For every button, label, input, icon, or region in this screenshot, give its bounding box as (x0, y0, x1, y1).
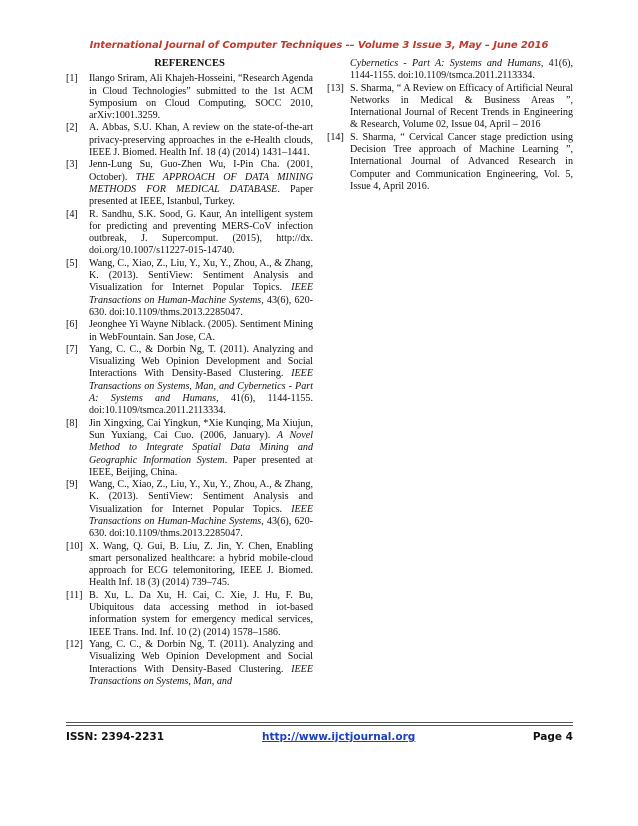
reference-number: [1] (66, 73, 78, 85)
reference-text: S. Sharma, “ Cervical Cancer stage prediction using Decision Tree approach of Machine Learning ”, International Journal of Advanced Research in Computer and Communication Engineering, Vol. 5, Issue 4, April 2016. (350, 131, 573, 192)
reference-text: A. Abbas, S.U. Khan, A review on the state-of-the-art privacy-preserving approaches in the e-Health clouds, IEEE J. Biomed. Health Inf. 18 (4) (2014) 1431–1441. (89, 122, 313, 159)
reference-text: Jin Xingxing, Cai Yingkun, *Xie Kunqing, Ma Xiujun, Sun Yuxiang, Cai Cuo. (2006, January). A Novel Method to Integrate Spatial Data Mining and Geographic Information System. Paper presented at IEEE, Beijing, China. (89, 417, 313, 478)
reference-number: [3] (66, 159, 78, 171)
reference-text: X. Wang, Q. Gui, B. Liu, Z. Jin, Y. Chen, Enabling smart personalized healthcare: a hybrid mobile-cloud approach for ECG telemonitoring, IEEE J. Biomed. Health Inf. 18 (3) (2014) 739–745. (89, 540, 313, 589)
reference-text: Yang, C. C., & Dorbin Ng, T. (2011). Analyzing and Visualizing Web Opinion Development and Social Interactions With Density-Based Clustering. IEEE Transactions on Systems, Man, and Cybernetics - Part A: Systems and Humans, 41(6), 1144-1155. doi:10.1109/tsmca.2011.2113334. (89, 343, 314, 417)
page-footer (66, 731, 573, 747)
reference-number: [11] (66, 589, 83, 601)
reference-text: R. Sandhu, S.K. Sood, G. Kaur, An intelligent system for predicting and preventing MERS-CoV infection outbreak, J. Supercomput. (2015), http://dx. doi.org/10.1007/s11227-015-14740. (89, 208, 313, 257)
reference-text: Yang, C. C., & Dorbin Ng, T. (2011). Analyzing and Visualizing Web Opinion Development and Social Interactions With Density-Based Clustering. IEEE Transactions on Systems, Man, and (89, 638, 313, 687)
reference-text: Ilango Sriram, Ali Khajeh-Hosseini, “Research Agenda in Cloud Technologies” submitted to the 1st ACM Symposium on Cloud Computing, SOCC 2010, arXiv:1001.3259. (89, 73, 313, 122)
reference-number: [12] (66, 638, 83, 650)
reference-8 (66, 418, 313, 479)
reference-text: Wang, C., Xiao, Z., Liu, Y., Xu, Y., Zhou, A., & Zhang, K. (2013). SentiView: Sentiment Analysis and Visualization for Internet Popular Topics. IEEE Transactions on Human-Machine Systems, 43(6), 620-630. doi:10.1109/thms.2013.2285047. (89, 257, 313, 318)
reference-number: [10] (66, 540, 83, 552)
reference-number: [14] (327, 131, 344, 143)
reference-text: Jeonghee Yi Wayne Niblack. (2005). Sentiment Mining in WebFountain. San Jose, CA. (89, 319, 314, 343)
reference-text: B. Xu, L. Da Xu, H. Cai, C. Xie, J. Hu, F. Bu, Ubiquitous data accessing method in iot-based information system for emergency medical services, IEEE Trans. Ind. Inf. 10 (2) (2014) 1578–1586. (89, 589, 313, 638)
reference-number: [5] (66, 257, 78, 269)
reference-9 (66, 479, 313, 540)
reference-text: S. Sharma, “ A Review on Efficacy of Artificial Neural Networks in Medical & Business Areas ”, International Journal of Recent Trends in Engineering & Research, Volume 02, Issue 04, April – 2016 (350, 82, 573, 131)
reference-2 (66, 122, 313, 159)
reference-12-continued: Cybernetics - Part A: Systems and Humans, 41(6), 1144-1155. doi:10.1109/tsmca.2011.2113334. (350, 58, 573, 82)
reference-12 (66, 639, 313, 688)
right-column (327, 58, 573, 193)
journal-header: International Journal of Computer Techniques -– Volume 3 Issue 3, May – June 2016 (89, 40, 549, 51)
journal-link[interactable]: http://www.ijctjournal.org (262, 731, 416, 743)
left-column (66, 58, 313, 688)
reference-10 (66, 541, 313, 590)
reference-13 (327, 83, 573, 132)
page-number: Page 4 (532, 731, 573, 743)
reference-number: [9] (66, 479, 78, 491)
reference-6 (66, 319, 313, 344)
reference-5 (66, 258, 313, 319)
reference-3 (66, 159, 313, 208)
reference-text: Jenn-Lung Su, Guo-Zhen Wu, I-Pin Cha. (2001, October). THE APPROACH OF DATA MINING METHODS FOR MEDICAL DATABASE. Paper presented at IEEE, Istanbul, Turkey. (89, 159, 313, 208)
reference-number: [7] (66, 343, 78, 355)
issn-label: ISSN: 2394-2231 (66, 731, 165, 743)
reference-number: [8] (66, 417, 78, 429)
reference-number: [4] (66, 208, 78, 220)
reference-11 (66, 590, 313, 639)
reference-text: Wang, C., Xiao, Z., Liu, Y., Xu, Y., Zhou, A., & Zhang, K. (2013). SentiView: Sentiment Analysis and Visualization for Internet Popular Topics. IEEE Transactions on Human-Machine Systems, 43(6), 620-630. doi:10.1109/thms.2013.2285047. (89, 479, 313, 540)
reference-7 (66, 344, 313, 418)
references-heading: REFERENCES (154, 58, 225, 69)
reference-4 (66, 209, 313, 258)
reference-number: [2] (66, 122, 78, 134)
reference-number: [6] (66, 319, 78, 331)
footer-divider (66, 722, 573, 726)
reference-1 (66, 73, 313, 122)
reference-number: [13] (327, 82, 344, 94)
reference-14 (327, 132, 573, 193)
